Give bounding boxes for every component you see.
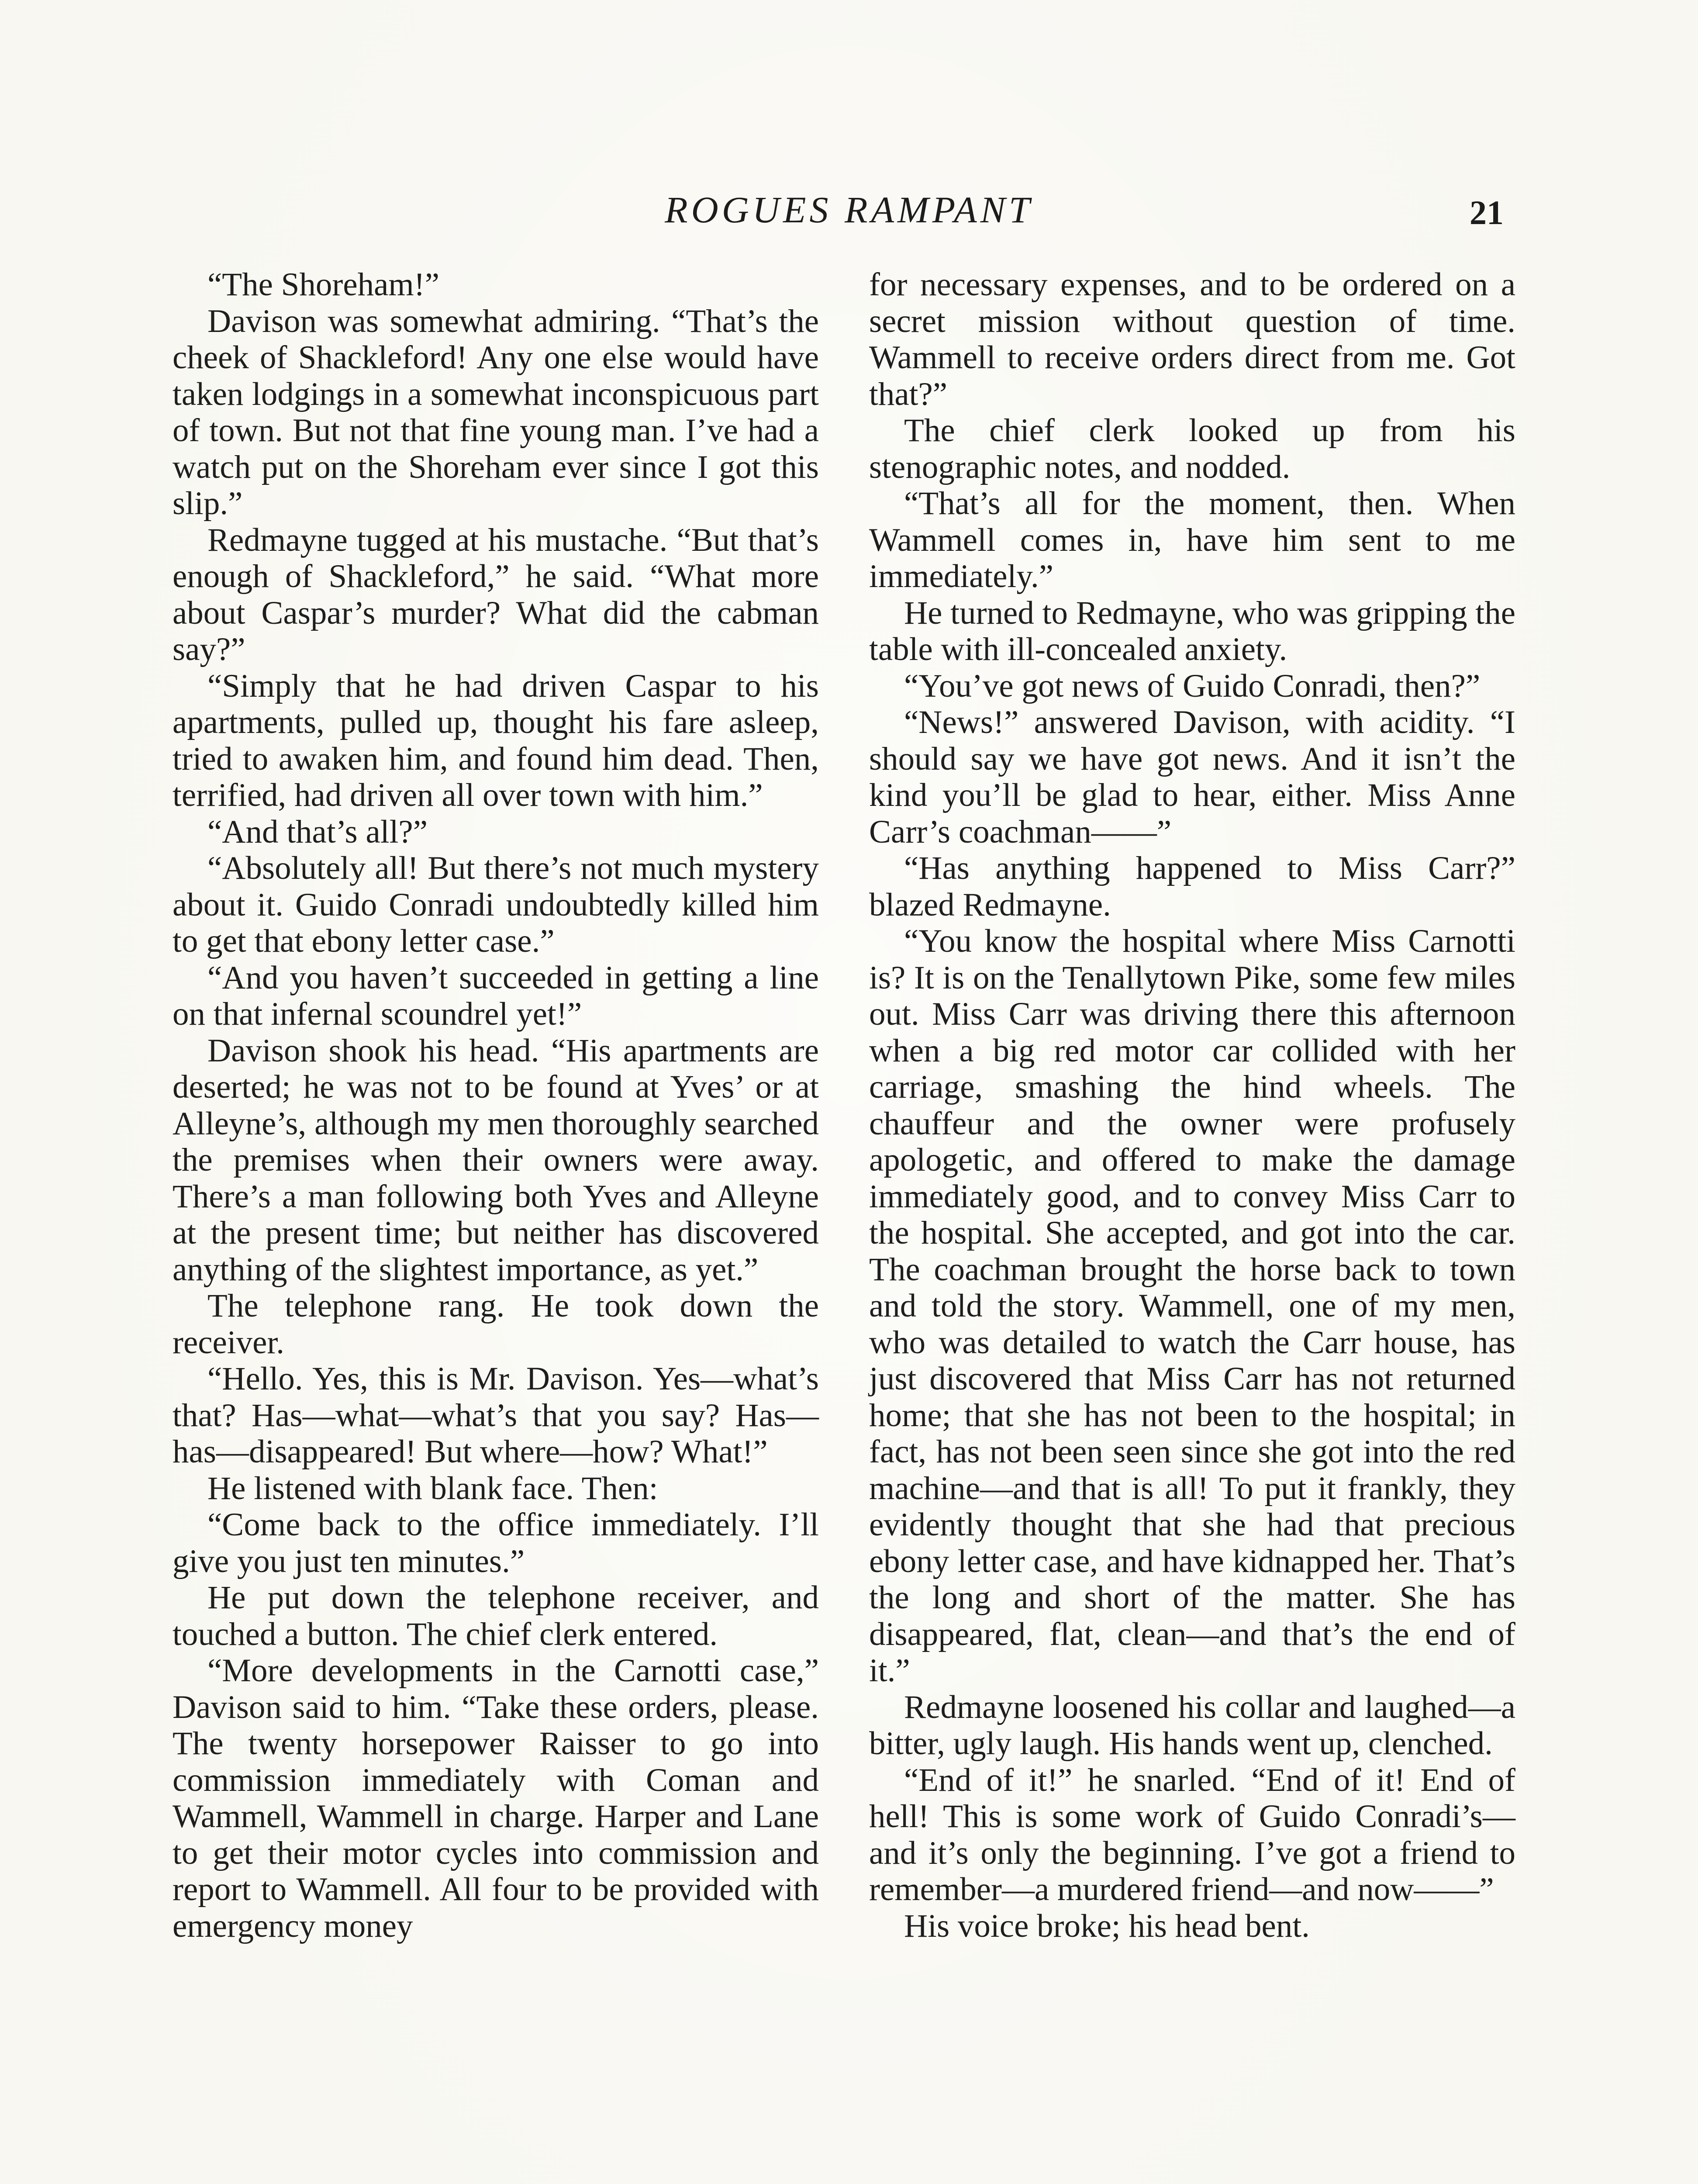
page-number: 21 (1470, 194, 1504, 232)
paragraph: “And you haven’t succeeded in getting a line on that infernal scoundrel yet!” (173, 959, 819, 1032)
running-head: ROGUES RAMPANT (665, 189, 1033, 231)
paragraph: Redmayne tugged at his mustache. “But that’s enough of Shackleford,” he said. “What more about Caspar’s murder? What did the cabman say?” (173, 522, 819, 667)
paragraph: His voice broke; his head bent. (904, 1908, 1310, 1944)
paragraph: “That’s all for the moment, then. When Wammell comes in, have him sent to me immediately.” (869, 485, 1515, 594)
page-header (0, 188, 1698, 240)
paragraph: “Absolutely all! But there’s not much mystery about it. Guido Conradi undoubtedly killed him to get that ebony letter case.” (173, 850, 819, 959)
paragraph: “And that’s all?” (207, 813, 428, 850)
paragraph: Davison shook his head. “His apartments are deserted; he was not to be found at Yves’ or at Alleyne’s, although my men thoroughly searched the premises when their owners were away. There’s a man following both Yves and Alleyne at the present time; but neither has discovered anything of the slightest importance, as yet.” (173, 1032, 819, 1288)
paragraph: Davison was somewhat admiring. “That’s the cheek of Shackleford! Any one else would have taken lodgings in a somewhat inconspicuous part of town. But not that fine young man. I’ve had a watch put on the Shoreham ever since I got this slip.” (173, 303, 819, 522)
paragraph: “Has anything happened to Miss Carr?” blazed Redmayne. (869, 850, 1515, 923)
paragraph: “End of it!” he snarled. “End of it! End of hell! This is some work of Guido Conradi’s—and it’s only the beginning. I’ve got a friend to remember—a murdered friend—and now——” (869, 1762, 1515, 1908)
paragraph: “News!” answered Davison, with acidity. “I should say we have got news. And it isn’t the kind you’ll be glad to hear, either. Miss Anne Carr’s coachman——” (869, 704, 1515, 850)
paragraph: He put down the telephone receiver, and touched a button. The chief clerk entered. (173, 1579, 819, 1652)
paragraph: “The Shoreham!” (207, 266, 440, 303)
paragraph: “Hello. Yes, this is Mr. Davison. Yes—what’s that? Has—what—what’s that you say? Has—has—disappeared! But where—how? What!” (173, 1361, 819, 1470)
right-column (869, 266, 1515, 1944)
paragraph: “You know the hospital where Miss Carnotti is? It is on the Tenallytown Pike, some few miles out. Miss Carr was driving there this afternoon when a big red motor car collided with her carriage, smashing the hind wheels. The chauffeur and the owner were profusely apologetic, and offered to make the damage immediately good, and to convey Miss Carr to the hospital. She accepted, and got into the car. The coachman brought the horse back to town and told the story. Wammell, one of my men, who was detailed to watch the Carr house, has just discovered that Miss Carr has not returned home; that she has not been to the hospital; in fact, has not been seen since she got into the red machine—and that is all! To put it frankly, they evidently thought that she had that precious ebony letter case, and have kidnapped her. That’s the long and short of the matter. She has disappeared, flat, clean—and that’s the end of it.” (869, 923, 1515, 1689)
paragraph: The chief clerk looked up from his stenographic notes, and nodded. (869, 412, 1515, 485)
left-column (173, 266, 819, 1944)
paragraph: “Simply that he had driven Caspar to his apartments, pulled up, thought his fare asleep, tried to awaken him, and found him dead. Then, terrified, had driven all over town with him.” (173, 667, 819, 813)
paragraph: Redmayne loosened his collar and laughed—a bitter, ugly laugh. His hands went up, clenched. (869, 1689, 1515, 1762)
paragraph: “You’ve got news of Guido Conradi, then?” (904, 667, 1481, 704)
paragraph: The telephone rang. He took down the receiver. (173, 1288, 819, 1361)
continued-paragraph: for necessary expenses, and to be ordered on a secret mission without question of time. Wammell to receive orders direct from me. Got that?” (869, 266, 1515, 412)
paragraph: “More developments in the Carnotti case,” Davison said to him. “Take these orders, please. The twenty horsepower Raisser to go into commission immediately with Coman and Wammell, Wammell in charge. Harper and Lane to get their motor cycles into commission and report to Wammell. All four to be provided with emergency money (173, 1652, 819, 1944)
paragraph: He turned to Redmayne, who was gripping the table with ill-concealed anxiety. (869, 594, 1515, 667)
paragraph: He listened with blank face. Then: (207, 1470, 658, 1507)
paragraph: “Come back to the office immediately. I’ll give you just ten minutes.” (173, 1507, 819, 1579)
